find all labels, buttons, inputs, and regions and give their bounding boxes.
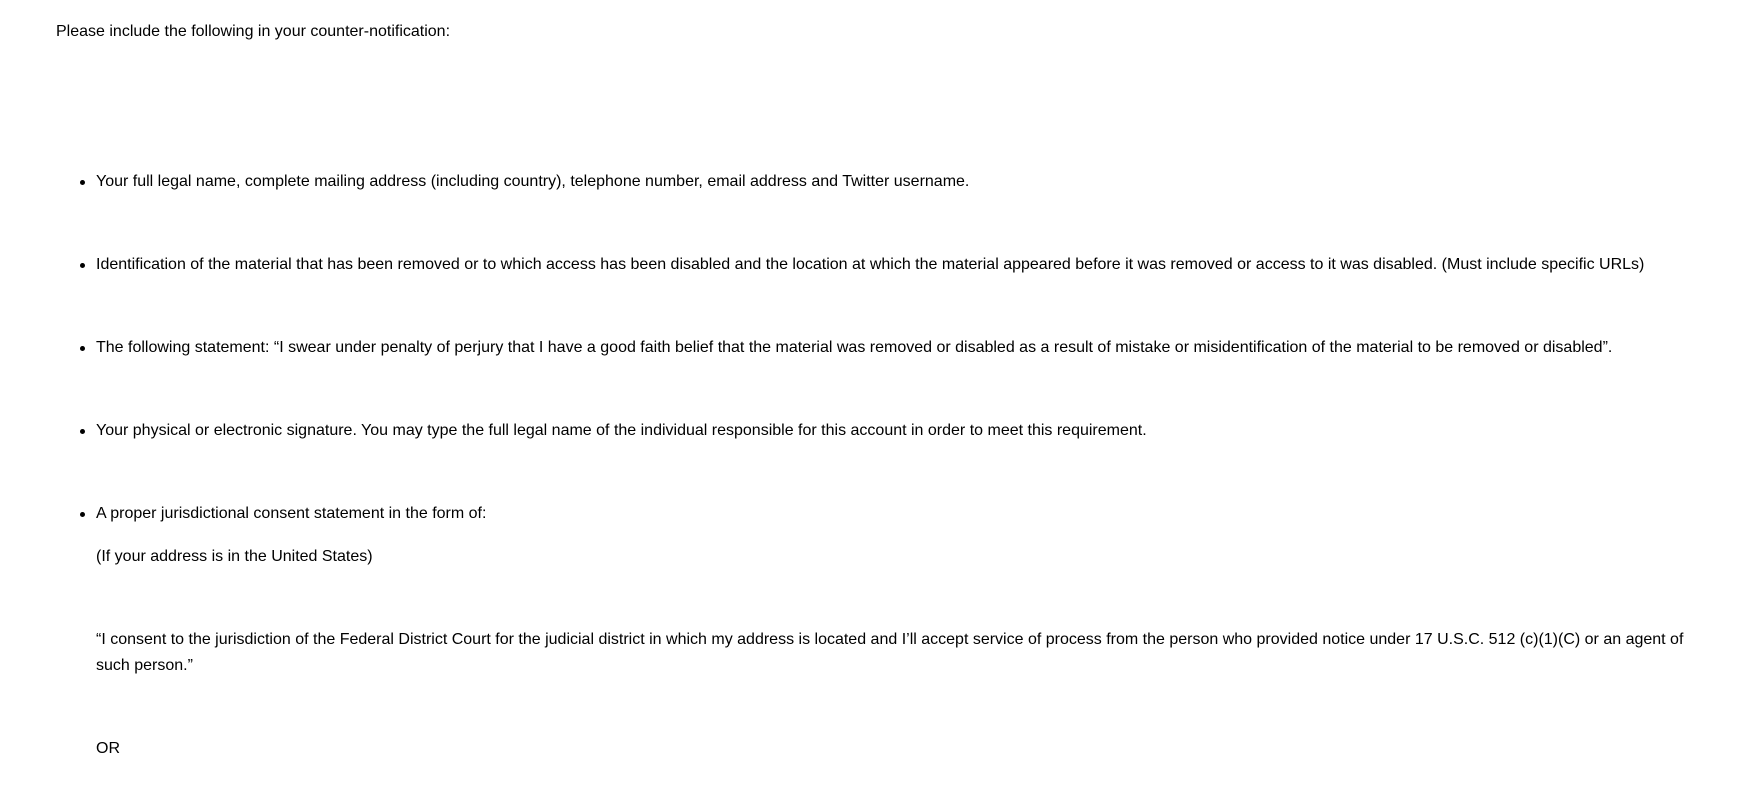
list-item-text: Identification of the material that has been removed or to which access has been disabled and the location at which the material appeared before it was removed or access to it was disabled. (Must include specific URLs): [96, 256, 1645, 273]
bullet-icon: [80, 512, 85, 517]
list-item: [96, 421, 1147, 441]
list-item: [96, 338, 1612, 358]
bullet-icon: [80, 346, 85, 351]
or-separator: OR: [96, 740, 120, 757]
list-item-text: The following statement: “I swear under penalty of perjury that I have a good faith belief that the material was removed or disabled as a result of mistake or misidentification of the material to be removed or disabled”.: [96, 339, 1613, 356]
list-item-text: A proper jurisdictional consent statement in the form of:: [96, 505, 487, 522]
list-item-text: Your physical or electronic signature. You may type the full legal name of the individual responsible for this account in order to meet this requirement.: [96, 422, 1147, 439]
us-condition-text: (If your address is in the United States): [96, 548, 373, 565]
list-item: [96, 172, 969, 192]
list-item: [96, 504, 486, 524]
bullet-icon: [80, 429, 85, 434]
list-item-text: Your full legal name, complete mailing address (including country), telephone number, email address and Twitter username.: [96, 173, 970, 190]
intro-text: Please include the following in your counter-notification:: [56, 23, 451, 40]
bullet-icon: [80, 263, 85, 268]
us-consent-statement: “I consent to the jurisdiction of the Federal District Court for the judicial district in which my address is located and I’ll accept service of process from the person who provided notice under 17 U.S.C. 512 (c)(1)(C) or an agent of such person.”: [96, 631, 1684, 674]
list-item: [96, 255, 1644, 275]
bullet-icon: [80, 180, 85, 185]
